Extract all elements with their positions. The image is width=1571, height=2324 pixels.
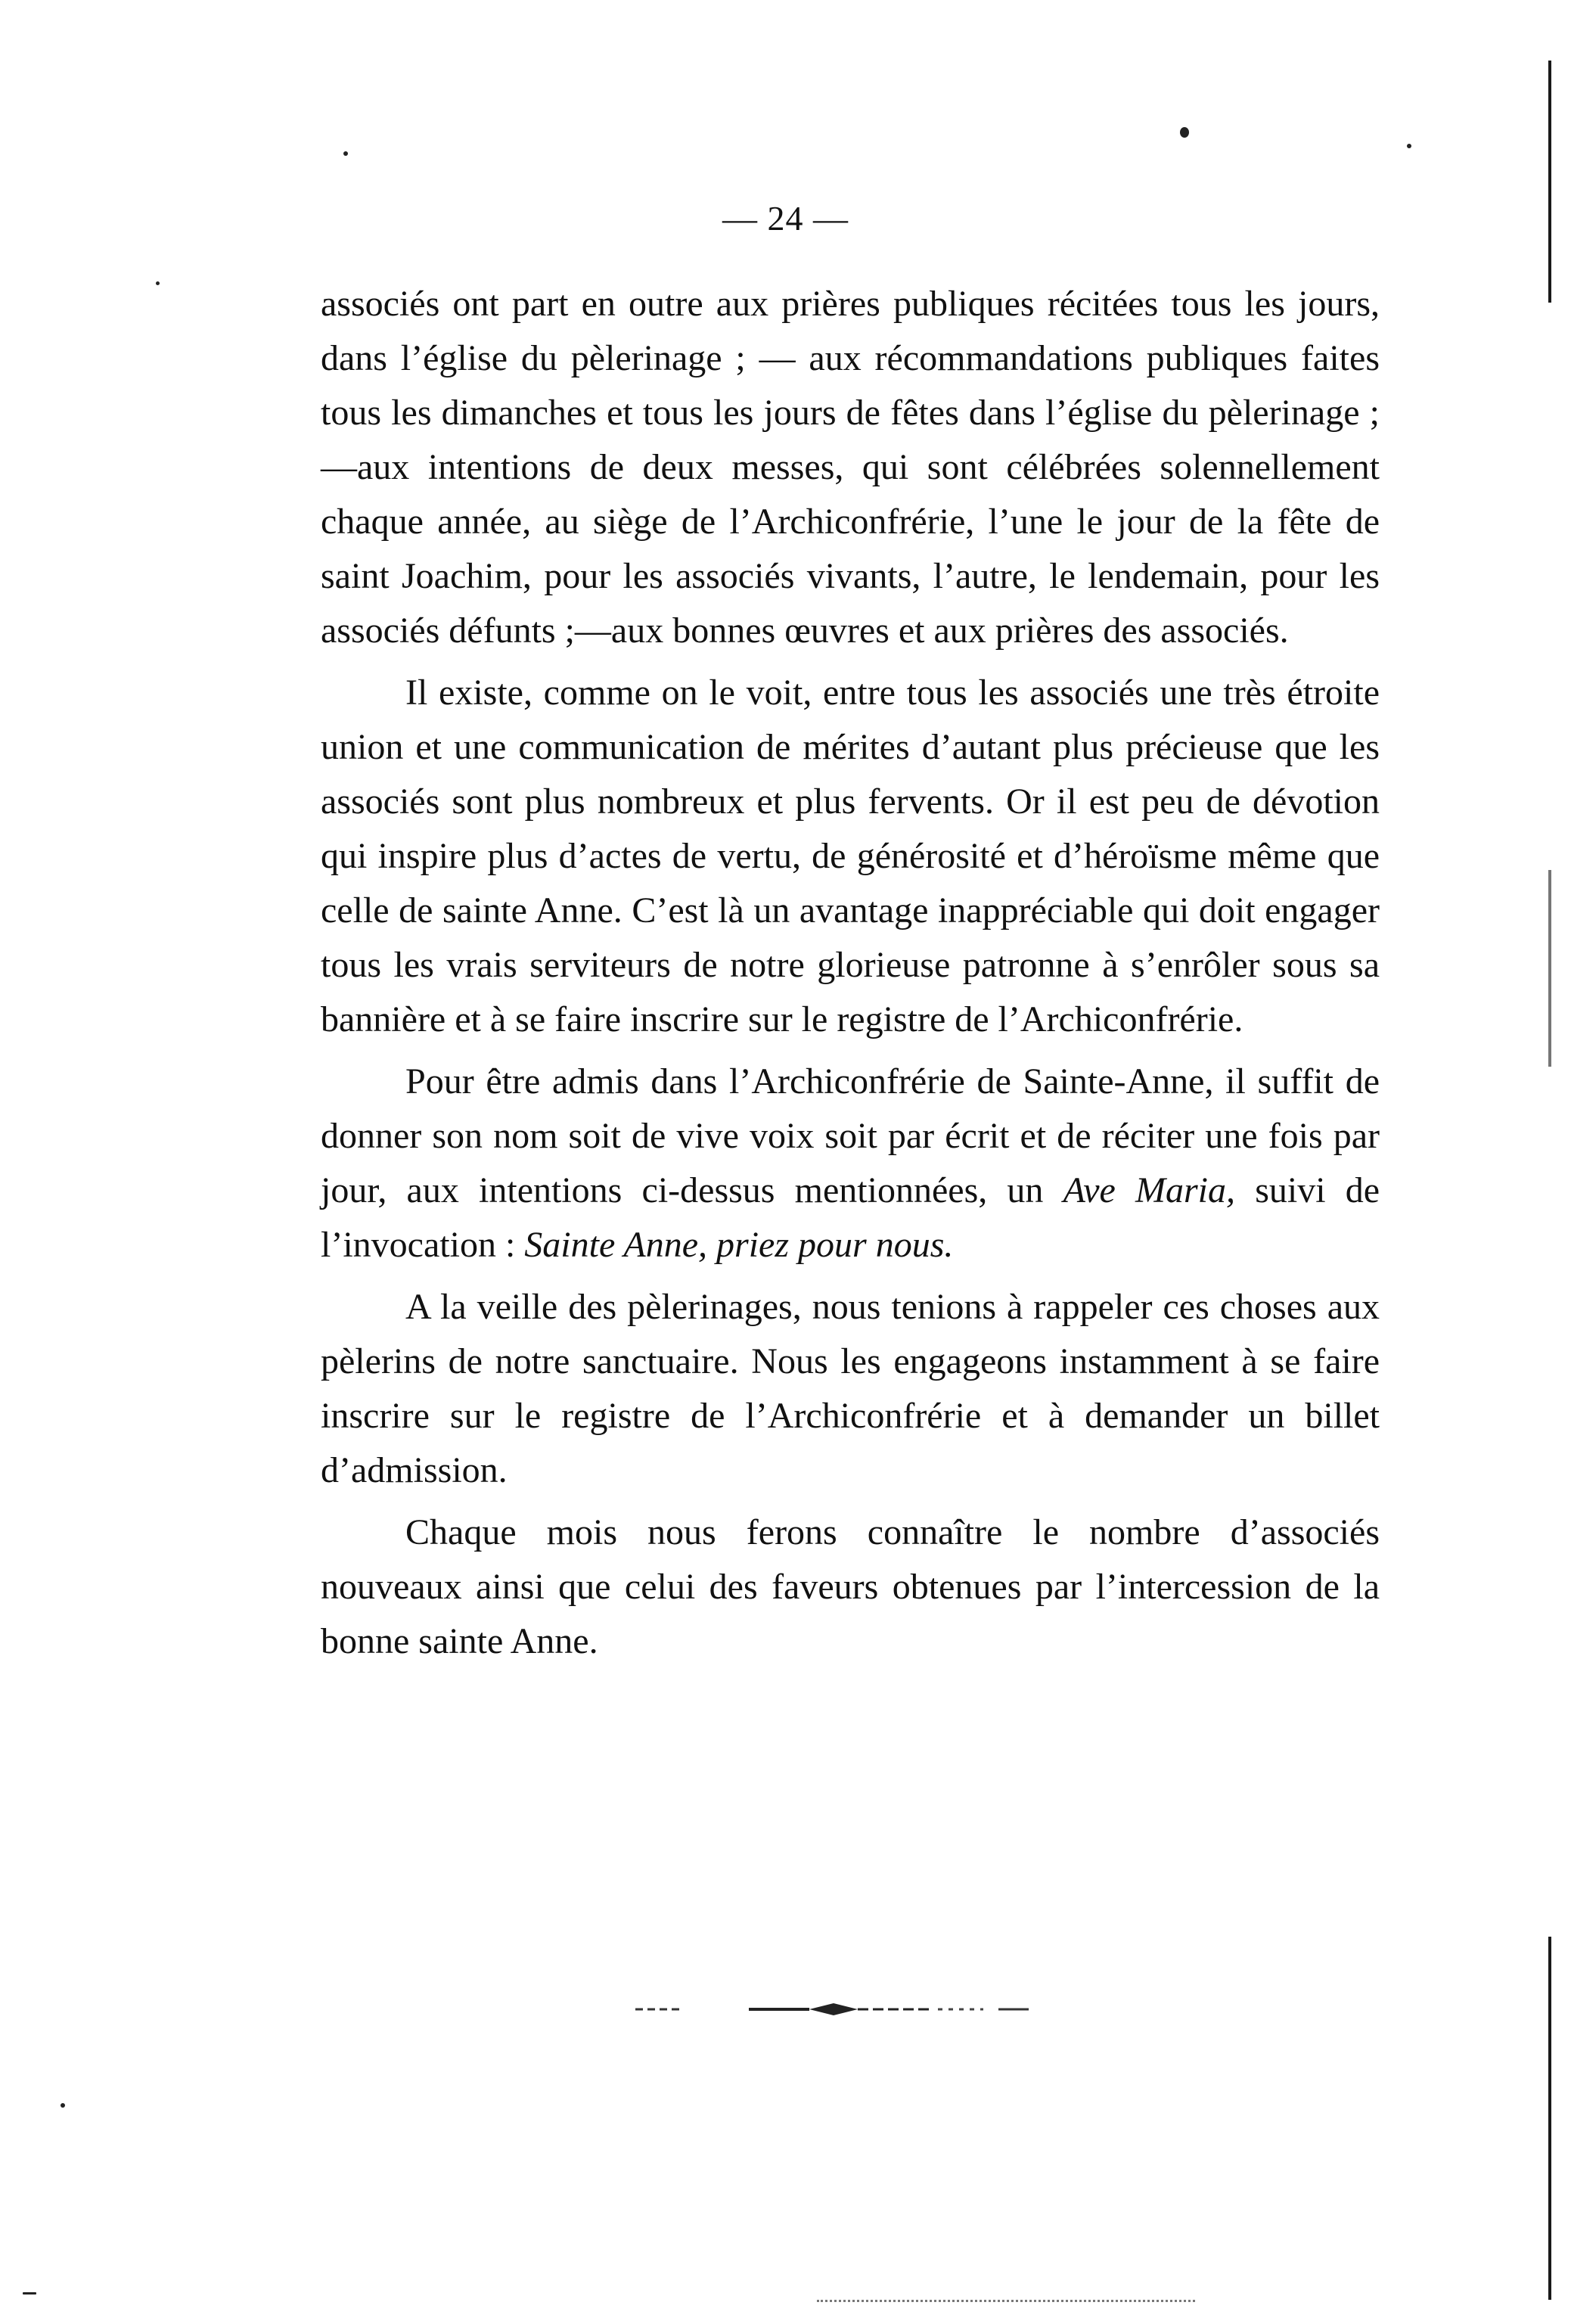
scan-speck <box>23 2292 36 2294</box>
scan-speck <box>1180 127 1189 138</box>
paragraph-2: Il existe, comme on le voit, entre tous les associés une très étroite union et une communication de mérites d’autant plus précieuse que les associés sont plus nombreux et plus fervents. Or il est peu de dévotion qui inspire plus d’actes de vertu, de générosité et d’héroïsme même que celle de sainte Anne. C’est là un avantage inappréciable qui doit engager tous les vrais serviteurs de notre glorieuse patronne à s’enrôler sous sa bannière et à se faire inscrire sur le registre de l’Archiconfrérie. <box>321 673 1380 1039</box>
paragraph-4: A la veille des pèlerinages, nous tenions à rappeler ces choses aux pèlerins de notre sanctuaire. Nous les engageons instamment à se faire inscrire sur le registre de l’Archiconfrérie et à demander un billet d’admission. <box>321 1287 1380 1490</box>
paragraph-3-text-middle: suivi de l’invocation : <box>321 1170 1380 1265</box>
section-divider-ornament <box>635 1994 1029 2024</box>
scan-edge-line-bottom <box>1548 1937 1551 2300</box>
scan-edge-line-middle <box>1548 870 1551 1067</box>
body-text <box>321 277 1380 1676</box>
scan-edge-line-top <box>1548 61 1551 303</box>
scan-noise-dots <box>817 2300 1195 2305</box>
page-number: — 24 — <box>722 199 849 238</box>
scan-speck <box>156 281 160 285</box>
scan-speck <box>1407 144 1411 148</box>
invocation-italic: Sainte Anne, priez pour nous. <box>524 1225 954 1265</box>
scan-speck <box>61 2103 65 2108</box>
paragraph-5: Chaque mois nous ferons connaître le nombre d’associés nouveaux ainsi que celui des faveurs obtenues par l’intercession de la bonne sainte Anne. <box>321 1512 1380 1661</box>
paragraph-3-text-before: Pour être admis dans l’Archiconfrérie de Sainte-Anne, il suffit de donner son nom soit de vive voix soit par écrit et de réciter une fois par jour, aux intentions ci-dessus mentionnées, un <box>321 1061 1380 1210</box>
ave-maria-italic: Ave Maria, <box>1063 1170 1236 1210</box>
paragraph-1: associés ont part en outre aux prières publiques récitées tous les jours, dans l’église du pèlerinage ; — aux récommandations publiques faites tous les dimanches et tous les jours de fêtes dans l’église du pèlerinage ;—aux intentions de deux messes, qui sont célébrées solennellement chaque année, au siège de l’Archiconfrérie, l’une le jour de la fête de saint Joachim, pour les associés vivants, l’autre, le lendemain, pour les associés défunts ;—aux bonnes œuvres et aux prières des associés. <box>321 284 1380 651</box>
paragraph-3 <box>321 1055 1380 1272</box>
scan-speck <box>343 151 348 156</box>
